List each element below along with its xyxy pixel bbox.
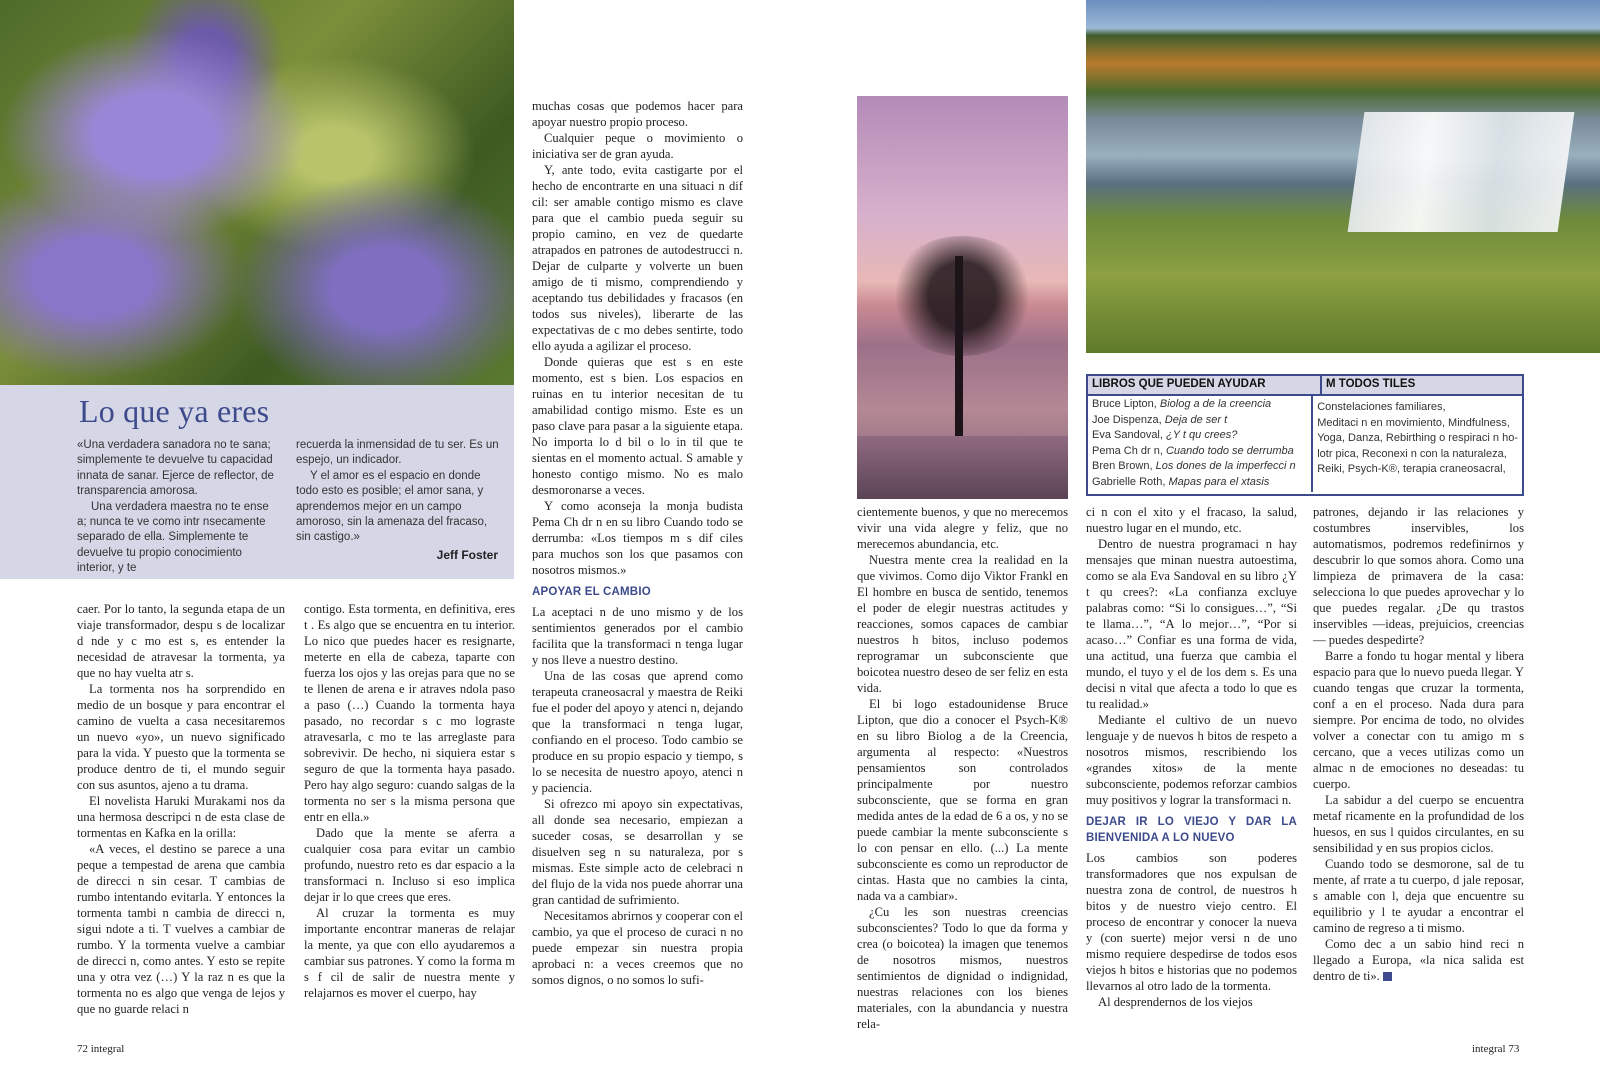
paragraph: caer. Por lo tanto, la segunda etapa de un viaje transformador, despu s de localizar d nde y c mo est s, es entender la necesidad de atravesar la tormenta, ya que no hay vuelta atr s. — [77, 602, 285, 680]
bellflower-photo — [0, 0, 514, 385]
text-column-6 — [1313, 504, 1524, 984]
text-column-5 — [1086, 504, 1297, 1010]
paragraph: ci n con el xito y el fracaso, la salud, nuestro lugar en el mundo, etc. — [1086, 505, 1297, 535]
book-title: Cuando todo se derrumba — [1165, 444, 1294, 457]
books-methods-table — [1086, 374, 1524, 496]
book-title: ¿Y t qu crees? — [1166, 429, 1238, 442]
text-column-3 — [532, 98, 743, 988]
tree-trunk — [955, 256, 963, 466]
paragraph: Donde quieras que est s en este momento, est s bien. Los espacios en ruinas en tu interior necesitan de tu amabilidad contigo mismo. Este es un paso clave para pasar a la siguiente etapa. No importa lo d bil o lo in til que te sientas en el momento actual. S amable y honesto contigo mismo. No es malo desmoronarse a veces. — [532, 355, 743, 497]
title-box — [0, 385, 514, 579]
paragraph: cientemente buenos, y que no merecemos vivir una vida alegre y feliz, que no merecemos abundancia, etc. — [857, 505, 1068, 551]
book-author: Eva Sandoval, — [1092, 429, 1166, 442]
table-header — [1088, 376, 1522, 396]
quote-left — [77, 438, 281, 577]
book-title: Deja de ser t — [1164, 413, 1228, 426]
paragraph: ¿Cu les son nuestras creencias subconscientes? Todo lo que da forma y crea (o boicotea) la imagen que tenemos de nosotros mismos, nuestros sentimientos de dignidad o indignidad, nuestras relaciones con los bienes materiales, con la abundancia y nuestra rela- — [857, 905, 1068, 1031]
paragraph: La sabidur a del cuerpo se encuentra metaf ricamente en la profundidad de los huesos, en sus l quidos circulantes, en su sensibilidad y en sus propios ciclos. — [1313, 793, 1524, 855]
paragraph — [1313, 936, 1524, 984]
folio-left — [77, 1043, 124, 1055]
water-reflection — [857, 436, 1068, 499]
quote-paragraph: Una verdadera maestra no te ense a; nunca te ve como intr nsecamente separado de ella. Simplemente te devuelve tu propio conocimiento interior, y te — [77, 500, 269, 575]
text-column-4 — [857, 504, 1068, 1032]
magazine-name: integral — [1472, 1043, 1506, 1055]
end-of-article-square-icon — [1383, 972, 1392, 981]
book-entry — [1092, 475, 1307, 491]
quote-paragraph: recuerda la inmensidad de tu ser. Es un espejo, un indicador. — [296, 439, 499, 467]
method-line: Constelaciones familiares, — [1317, 401, 1446, 413]
waterfall-photo — [1086, 0, 1600, 353]
method-line: Meditaci n en movimiento, Mindfulness, — [1317, 416, 1510, 429]
paragraph: La aceptaci n de uno mismo y de los sentimientos generados por el cambio facilita que la transformaci n tenga lugar y nos lleve a nuestro destino. — [532, 605, 743, 667]
paragraph: Cualquier peque o movimiento o iniciativa ser de gran ayuda. — [532, 131, 743, 161]
paragraph: Dado que la mente se aferra a cualquier cosa para evitar un cambio profundo, nuestro reto es dar espacio a la transformaci n. Incluso si eso implica dejar ir lo que crees que eres. — [304, 826, 515, 904]
paragraph: Barre a fondo tu hogar mental y libera espacio para que lo nuevo pueda llegar. Y cuando tengas que cruzar la tormenta, conf a en el proceso. Nada dura para siempre. Por encima de todo, no olvides volver a conectar con tu amigo m s cercano, que a veces utilizas como un almac n de emociones no deseadas: tu cuerpo. — [1313, 649, 1524, 791]
paragraph: Al desprendernos de los viejos — [1098, 995, 1253, 1009]
text-column-1 — [77, 601, 285, 1017]
paragraph: Mediante el cultivo de un nuevo lenguaje y de nuevos h bitos de respeto a nosotros mismos, rescribiendo los «grandes xitos» de la mente subconsciente, podemos reforzar cambios muy positivos y lograr la transformaci n. — [1086, 713, 1297, 807]
paragraph: La tormenta nos ha sorprendido en medio de un bosque y para encontrar el camino de vuelta a casa necesitaremos un nuevo «yo», un nuevo significado para la vida. Y puesto que la tormenta se produce dentro de ti, el mundo seguir con sus asuntos, ajeno a tu drama. — [77, 682, 285, 792]
books-list — [1088, 396, 1313, 492]
book-title: Mapas para el xtasis — [1168, 475, 1270, 488]
quote-right — [296, 438, 500, 546]
paragraph: El bi logo estadounidense Bruce Lipton, que dio a conocer el Psych-K® en su libro Biolog a de la Creencia, argumenta al respecto: «Nuestros pensamientos son controlados principalmente por nuestro subconsciente, que se forma en gran medida antes de la edad de 6 a os, y no se puede cambiar la mente subconsciente s lo con pensar en ello. (...) La mente subconsciente es como un reproductor de cintas. Hasta que no cambies la cinta, nada va a cambiar». — [857, 697, 1068, 903]
book-entry — [1092, 413, 1307, 429]
book-author: Bren Brown, — [1092, 460, 1156, 473]
paragraph: Nuestra mente crea la realidad en la que vivimos. Como dijo Viktor Frankl en El hombre en busca de sentido, tenemos el poder de elegir nuestras actitudes y reacciones, somos capaces de cambiar nuestros h bitos, incluso podemos reprogramar un subconsciente que boicotea nuestro deseo de ser feliz en esta vida. — [857, 553, 1068, 695]
tree-in-water-photo — [857, 96, 1068, 499]
section-heading: APOYAR EL CAMBIO — [532, 586, 651, 598]
page-number: 72 — [77, 1043, 88, 1055]
paragraph: muchas cosas que podemos hacer para apoyar nuestro propio proceso. — [532, 99, 743, 129]
methods-list — [1313, 396, 1522, 492]
paragraph: Dentro de nuestra programaci n hay mensajes que minan nuestra autoestima, como se ala Eva Sandoval en su libro ¿Y t qu crees?: «La confianza excluye palabras como: “Si lo consigues…”, “Si te llama…”, “A lo mejor…”, “Por si acaso…” Confiar es una forma de vida, una actitud, una fuerza que cambia el mundo, el tuyo y el de los dem s. Es una decisi n vital que afecta a todo lo que es tu realidad.» — [1086, 537, 1297, 711]
quote-paragraph: Y el amor es el espacio en donde todo esto es posible; el amor sana, y aprendemos mejor en un campo amoroso, sin la amenaza del fracaso, sin castigo.» — [296, 469, 488, 544]
table-header-methods: M TODOS TILES — [1326, 378, 1416, 390]
quote-paragraph: «Una verdadera sanadora no te sana; simplemente te devuelve tu capacidad innata de sanar. Ejerce de reflector, de transparencia amorosa. — [77, 439, 274, 498]
paragraph: Si ofrezco mi apoyo sin expectativas, all donde sea necesario, empiezan a suceder cosas, se desarrollan y se disuelven seg n su naturaleza, por s mismas. Este simple acto de celebraci n del flujo de la vida nos puede ahorrar una gran cantidad de sufrimiento. — [532, 797, 743, 907]
book-entry — [1092, 444, 1307, 460]
paragraph: patrones, dejando ir las relaciones y costumbres inservibles, los automatismos, podremos redefinirnos y descubrir lo que somos ahora. Como una limpieza de primavera de la casa: selecciona lo que puedes aprovechar y lo que puedes regalar. ¿De qu trastos inservibles —ideas, prejuicios, creencias— puedes despedirte? — [1313, 505, 1524, 647]
text-column-2 — [304, 601, 515, 1001]
book-author: Bruce Lipton, — [1092, 398, 1160, 410]
paragraph: Cuando todo se desmorone, sal de tu mente, af rrate a tu cuerpo, d jale reposar, s amable con l, deja que encuentre su equilibrio y l te ayudar a encontrar el camino de regreso a ti mismo. — [1313, 857, 1524, 935]
method-line: Reiki, Psych-K®, terapia craneosacral, — [1317, 463, 1506, 476]
closing-sentence: Como dec a un sabio hind reci n llegado a Europa, «la nica salida est dentro de ti». — [1313, 937, 1524, 983]
book-author: Joe Dispenza, — [1092, 413, 1165, 426]
book-entry — [1092, 428, 1307, 444]
paragraph: Y como aconseja la monja budista Pema Ch dr n en su libro Cuando todo se derrumba: «Los tiempos m s dif ciles para muchos son los que pasamos con nosotros mismos.» — [532, 499, 743, 577]
table-header-books: LIBROS QUE PUEDEN AYUDAR — [1088, 376, 1322, 394]
paragraph: Los cambios son poderes transformadores que nos expulsan de nuestra zona de control, de nuestros h bitos y de nuestro viejo centro. El proceso de encontrar y conocer la nueva y (con suerte) mejor versi n de uno mismo requiere despedirse de todos esos viejos h bitos e historias que no podemos llevarnos al otro lado de la tormenta. — [1086, 851, 1297, 993]
method-line: Yoga, Danza, Rebirthing o respiraci n ho- — [1317, 432, 1518, 445]
paragraph: Necesitamos abrirnos y cooperar con el cambio, ya que el proceso de curaci n no puede empezar sin nuestra propia aprobaci n: a veces creemos que no somos dignos, o no somos lo sufi- — [532, 909, 743, 987]
book-entry — [1092, 397, 1307, 413]
book-entry — [1092, 459, 1307, 475]
paragraph: Una de las cosas que aprend como terapeuta craneosacral y maestra de Reiki fue el poder del apoyo y atenci n, dejando que la transformaci n tenga lugar, confiando en el proceso. Todo cambio se produce en su propio espacio y tiempo, s lo se necesita de nuestro apoyo, atenci n y paciencia. — [532, 669, 743, 795]
book-author: Pema Ch dr n, — [1092, 444, 1166, 457]
table-body — [1088, 396, 1522, 492]
section-heading: DEJAR IR LO VIEJO Y DAR LA BIENVENIDA A LO NUEVO — [1086, 816, 1297, 844]
paragraph: El novelista Haruki Murakami nos da una hermosa descripci n de esta clase de tormentas en Kafka en la orilla: — [77, 794, 285, 840]
page-number: 73 — [1508, 1043, 1520, 1055]
paragraph: Al cruzar la tormenta es muy importante encontrar maneras de relajar la mente, ya que con ello ayudaremos a cambiar sus patrones. Y como la forma m s f cil de salir de nuestra mente y relajarnos es mover el cuerpo, hay — [304, 906, 515, 1000]
folio-right — [1472, 1043, 1519, 1055]
book-author: Gabrielle Roth, — [1092, 475, 1169, 488]
book-title: Biolog a de la creencia — [1159, 398, 1272, 410]
method-line: lotr pica, Reconexi n con la naturaleza, — [1317, 447, 1507, 460]
waterfall-cascade — [1348, 112, 1575, 232]
paragraph: «A veces, el destino se parece a una peque a tempestad de arena que cambia de direcci n sin cesar. T cambias de rumbo intentando evitarla. Y entonces la tormenta tambi n cambia de direcci n, sigui ndote a ti. T vuelves a cambiar de rumbo. Y la tormenta vuelve a cambiar de direcci n, como antes. Y esto se repite una y otra vez (…) Y la raz n es que la tormenta no es algo que venga de lejos y que no guarde relaci n — [77, 842, 285, 1016]
magazine-name: integral — [90, 1043, 125, 1055]
book-title: Los dones de la imperfecci n — [1155, 460, 1296, 473]
paragraph: Y, ante todo, evita castigarte por el hecho de encontrarte en una situaci n dif cil: ser amable contigo mismo es clave para que el cambio pueda seguir su propio camino, en vez de quedarte atrapados en patrones de autodestrucci n. Dejar de culparte y volverte un buen amigo de ti mismo, comprendiendo y aceptando tus debilidades y fracasos (en todos sus niveles), liberarte de las expectativas de c mo debes sentirte, todo ello ayuda a agilizar el proceso. — [532, 163, 743, 353]
page-title: Lo que ya eres — [79, 393, 270, 429]
quote-author: Jeff Foster — [436, 548, 498, 562]
paragraph: contigo. Esta tormenta, en definitiva, eres t . Es algo que se encuentra en tu interior. Lo nico que puedes hacer es resignarte, meterte en ella de cabeza, taparte con fuerza los ojos y las orejas para que no se te llenen de arena e ir atraves ndola paso a paso (…) Cuando la tormenta haya pasado, no recordar s c mo lograste atravesarla, c mo te las arreglaste para sobrevivir. De hecho, ni siquiera estar s seguro de que la tormenta haya pasado. Pero hay algo seguro: cuando salgas de la tormenta no ser s la misma persona que entr en ella.» — [304, 602, 515, 824]
